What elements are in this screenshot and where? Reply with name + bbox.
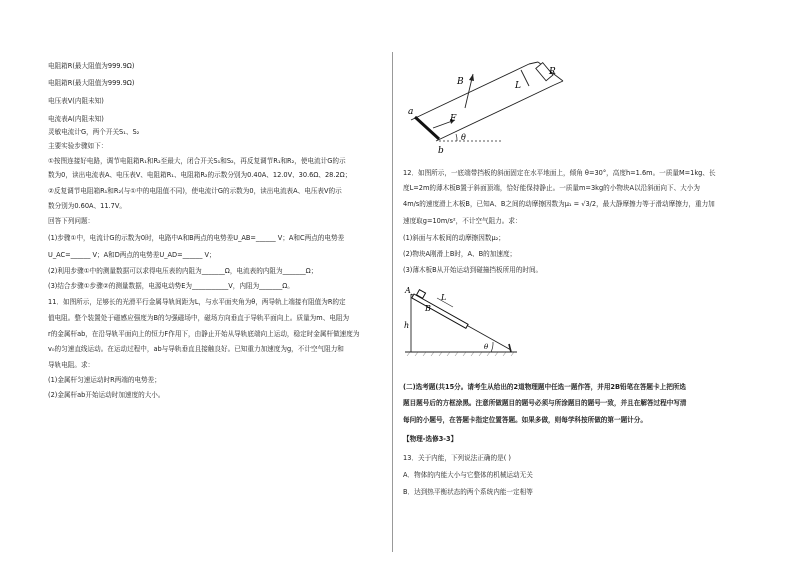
step-heading: 主要实验步骤如下： — [48, 142, 108, 150]
label-b-board: B — [425, 304, 431, 313]
problem-13-option-b: B．达到热平衡状态的两个系统内能一定相等 — [403, 488, 533, 496]
equipment-line: 电阻箱R(最大阻值为999.9Ω) — [48, 62, 135, 70]
elective-section-line: (二)选考题(共15分。请考生从给出的2道物理题中任选一题作答，并用2B铅笔在答题卡上把所选 — [403, 383, 686, 391]
label-a: a — [408, 107, 414, 117]
rails-figure — [403, 50, 573, 162]
problem-13-option-a: A．物体的内能大小与它整体的机械运动无关 — [403, 471, 533, 479]
bottom-stopper — [509, 344, 511, 352]
equipment-line: 电流表A(内阻未知) — [48, 115, 104, 123]
problem-11-line: v₀的匀速直线运动。在运动过程中，ab与导轨垂直且接触良好。已知重力加速度为g，不计空气阻力和 — [48, 345, 344, 353]
label-theta-2: θ — [484, 343, 489, 351]
label-b-end: b — [438, 146, 444, 156]
problem-11-subquestion: (2)金属杆ab开始运动时加速度的大小。 — [48, 391, 165, 399]
incline-figure — [403, 284, 523, 360]
problem-11-line: 导轨电阻。求： — [48, 361, 95, 369]
column-divider — [392, 52, 393, 552]
label-l-board: L — [441, 293, 447, 302]
elective-title: 【物理-选修3-3】 — [403, 435, 458, 443]
problem-11-line: 值电阻。整个装置处于磁感应强度为B的匀强磁场中，磁场方向垂直于导轨平面向上。质量为m、电阻为 — [48, 314, 350, 322]
problem-12-line: 速度取g=10m/s²，不计空气阻力。求： — [403, 217, 522, 225]
question-line: U_AC=______ V；A和D两点的电势差U_AD=______ V； — [48, 251, 216, 259]
question-line: (3)结合步骤①步骤②的测量数据，电源电动势E为___________V，内阻为_______Ω。 — [48, 282, 294, 290]
dimension-line-l — [521, 70, 529, 86]
problem-11-subquestion: (1)金属杆匀速运动时R两端的电势差； — [48, 376, 161, 384]
label-theta-1: θ — [461, 133, 466, 142]
problem-12-subquestion: (1)斜面与木板间的动摩擦因数μ₂； — [403, 234, 505, 242]
angle-arc — [456, 134, 457, 141]
rail-upper-end — [529, 62, 538, 64]
label-h: h — [404, 321, 410, 330]
question-line: (1)步骤①中，电流计G的示数为0时，电路中A和B两点的电势差U_AB=______ V；A和C两点的电势差 — [48, 234, 345, 242]
problem-12-line: 4m/s的速度滑上木板B，已知A、B之间的动摩擦因数为μ₁ = √3/2，最大静摩擦力等于滑动摩擦力，重力加 — [403, 200, 715, 208]
question-line: (2)利用步骤①中的测量数据可以求得电压表的内阻为_______Ω，电流表的内阻为_______Ω； — [48, 267, 318, 275]
problem-11-line: 11．如图所示，足够长的光滑平行金属导轨间距为L，与水平面夹角为θ，两导轨上端接有阻值为R的定 — [48, 298, 346, 306]
board-b — [412, 294, 468, 328]
label-b-field: B — [457, 77, 464, 87]
metal-rod-ab — [415, 117, 439, 139]
problem-13-stem: 13．关于内能，下列说法正确的是( ) — [403, 454, 511, 462]
questions-heading: 回答下列问题： — [48, 217, 95, 225]
label-r: R — [549, 67, 556, 77]
step-line: 数为0，读出电流表A、电压表V、电阻箱R₁、电阻箱R₂的示数分别为0.40A、12.0V、30.6Ω、28.2Ω； — [48, 171, 352, 179]
incline-angle-arc — [491, 342, 493, 352]
rail-lower — [436, 85, 554, 141]
field-arrowhead — [469, 74, 474, 81]
step-line: ②反复调节电阻箱R₁和R₂(与①中的电阻值不同)，使电流计G的示数为0，读出电流表A、电压表V的示 — [48, 187, 342, 195]
step-line: 数分别为0.60A、11.7V。 — [48, 202, 126, 210]
elective-section-line: 题目题号后的方框涂黑。注意所做题目的题号必须与所涂题目的题号一致，并且在解答过程中写清 — [403, 399, 687, 407]
rail-lower-end — [554, 81, 563, 85]
step-line: ①按图连接好电路，调节电阻箱R₁和R₂至最大，闭合开关S₁和S₂，再反复调节R₁和R₂，使电流计G的示 — [48, 157, 346, 165]
label-l: L — [515, 81, 521, 91]
problem-12-line: 度L=2m的薄木板B置于斜面顶端，恰好能保持静止。一质量m=3kg的小物块A以沿斜面向下、大小为 — [403, 184, 700, 192]
rail-upper — [411, 64, 529, 120]
label-a-block: A — [405, 286, 411, 295]
problem-12-subquestion: (3)薄木板B从开始运动到碰撞挡板所用的时间。 — [403, 266, 543, 274]
label-f: F — [450, 114, 457, 124]
equipment-line: 电阻箱R(最大阻值为999.9Ω) — [48, 79, 135, 87]
equipment-line: 电压表V(内阻未知) — [48, 97, 104, 105]
elective-section-line: 每问的小题号，在答题卡指定位置答题。如果多做，则每学科按所做的第一题计分。 — [403, 416, 647, 424]
equipment-line: 灵敏电流计G，两个开关S₁、S₂ — [48, 128, 140, 136]
problem-12-line: 12．如图所示，一底端带挡板的斜面固定在水平地面上，倾角 θ=30°，高度h=1.6m。一质量M=1kg、长 — [403, 169, 716, 177]
problem-11-line: r的金属杆ab，在沿导轨平面向上的恒力F作用下，由静止开始从导轨底端向上运动，稳定时金属杆做速度为 — [48, 330, 360, 338]
problem-12-subquestion: (2)物块A刚滑上B时，A、B的加速度； — [403, 250, 517, 258]
